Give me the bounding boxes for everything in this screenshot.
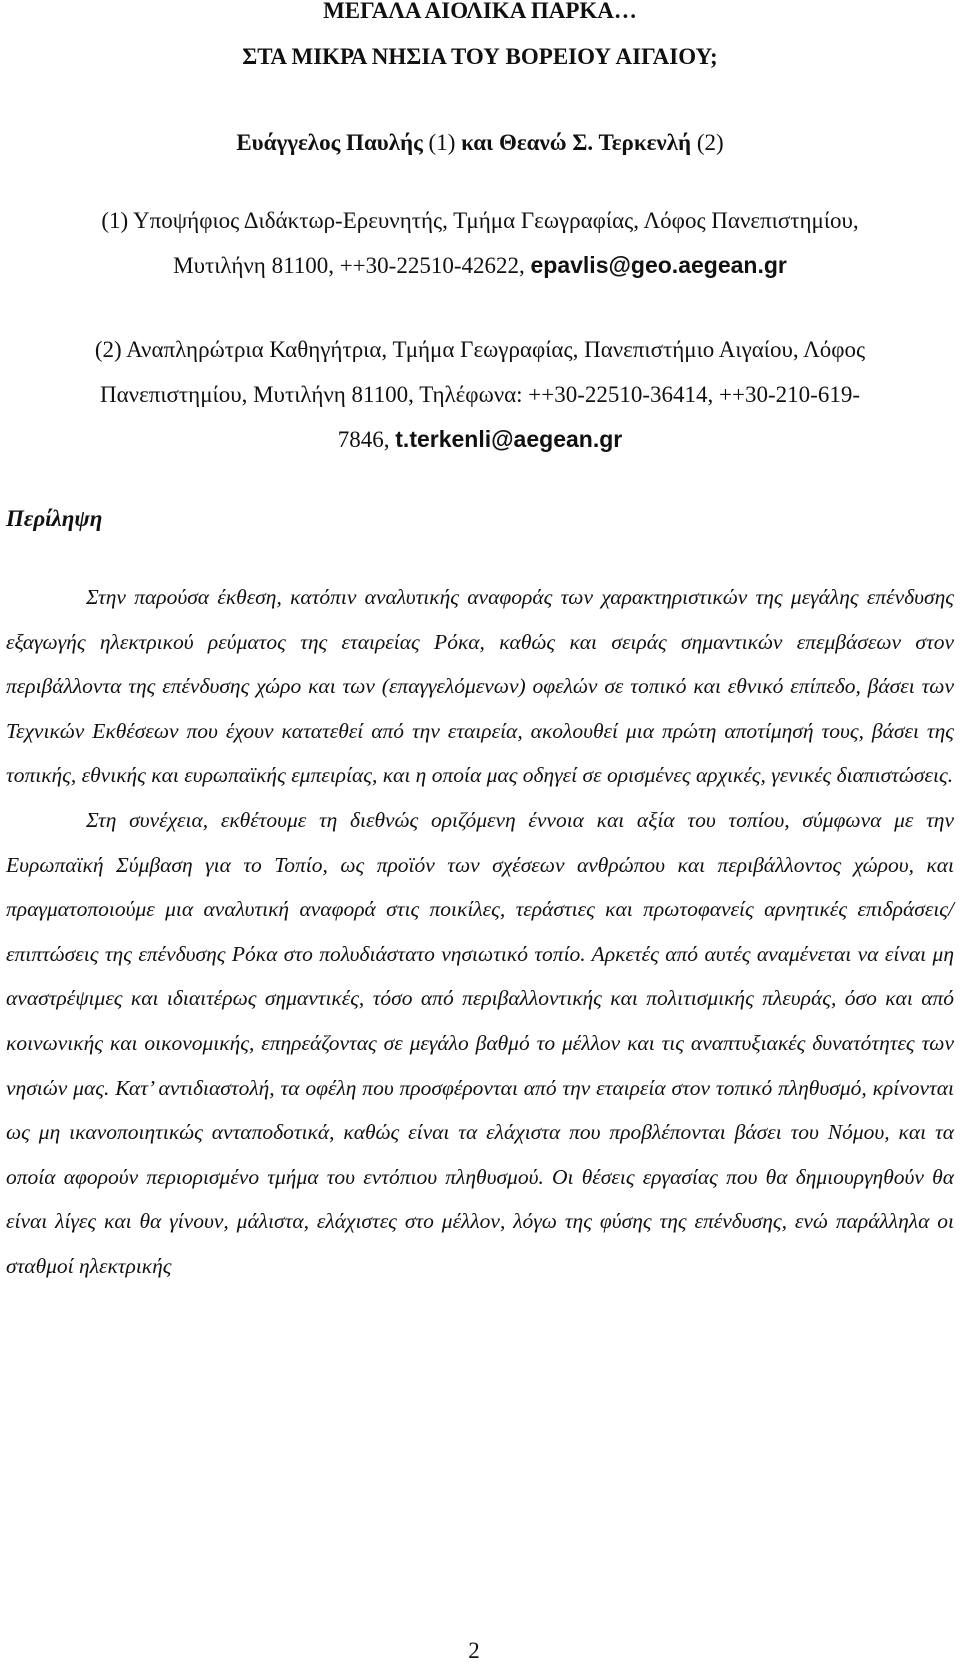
author-list <box>6 126 954 160</box>
affiliation-2 <box>6 327 954 462</box>
author-1-mark: (1) <box>422 130 462 155</box>
abstract-paragraph-1: Στην παρούσα έκθεση, κατόπιν αναλυτικής αναφοράς των χαρακτηριστικών της μεγάλης επένδυσης εξαγωγής ηλεκτρικού ρεύματος της εταιρείας Ρόκα, καθώς και σειράς σημαντικών επεμβάσεων στον περιβάλλοντα της επένδυσης χώρο και των (επαγγελόμενων) οφελών σε τοπικό και εθνικό επίπεδο, βάσει των Τεχνικών Εκθέσεων που έχουν κατατεθεί από την εταιρεία, ακολουθεί μια πρώτη αποτίμησή τους, βάσει της τοπικής, εθνικής και ευρωπαϊκής εμπειρίας, και η οποία μας οδηγεί σε ορισμένες αρχικές, γενικές διαπιστώσεις. <box>6 585 954 788</box>
affiliation-1-line-1: (1) Υποψήφιος Διδάκτωρ-Ερευνητής, Τμήμα Γεωγραφίας, Λόφος Πανεπιστημίου, <box>101 208 859 233</box>
affiliation-1-email-link[interactable]: epavlis@geo.aegean.gr <box>530 252 787 278</box>
affiliation-2-email-link[interactable]: t.terkenli@aegean.gr <box>395 426 623 452</box>
document-page <box>6 0 954 1289</box>
affiliation-1-line-2 <box>6 243 954 288</box>
affiliation-1 <box>6 198 954 288</box>
affiliation-2-line-1: (2) Αναπληρώτρια Καθηγήτρια, Τμήμα Γεωγραφίας, Πανεπιστήμιο Αιγαίου, Λόφος <box>94 337 866 362</box>
abstract-heading: Περίληψη <box>6 506 103 531</box>
paper-title-line-1: ΜΕΓΑΛΑ ΑΙΟΛΙΚΑ ΠΑΡΚΑ… <box>323 0 637 23</box>
abstract-body <box>6 575 954 1289</box>
page-number: 2 <box>468 1638 480 1663</box>
author-1-name: Ευάγγελος Παυλής <box>236 130 423 155</box>
affiliation-1-contact: Μυτιλήνη 81100, ++30-22510-42622, <box>173 253 531 278</box>
author-2-name: Θεανώ Σ. Τερκενλή <box>493 130 692 155</box>
affiliation-2-phone-tail: 7846, <box>337 427 396 452</box>
affiliation-2-line-3 <box>6 417 954 462</box>
author-2-mark: (2) <box>691 130 724 155</box>
abstract-paragraph-2: Στη συνέχεια, εκθέτουμε τη διεθνώς οριζόμενη έννοια και αξία του τοπίου, σύμφωνα με την Ευρωπαϊκή Σύμβαση για το Τοπίο, ως προϊόν των σχέσεων ανθρώπου και περιβάλλοντος χώρου, και πραγματοποιούμε μια αναλυτική αναφορά στις ποικίλες, τεράστιες και πρωτοφανείς αρνητικές επιδράσεις/ επιπτώσεις της επένδυσης Ρόκα στο πολυδιάστατο νησιωτικό τοπίο. Αρκετές από αυτές αναμένεται να είναι μη αναστρέψιμες και ιδιαιτέρως σημαντικές, τόσο από περιβαλλοντικής και πολιτισμικής πλευράς, όσο και από κοινωνικής και οικονομικής, επηρεάζοντας σε μεγάλο βαθμό το μέλλον και τις αναπτυξιακές δυνατότητες των νησιών μας. Κατ’ αντιδιαστολή, τα οφέλη που προσφέρονται από την εταιρεία στον τοπικό πληθυσμό, κρίνονται ως μη ικανοποιητικώς ανταποδοτικά, καθώς είναι τα ελάχιστα που προβλέπονται βάσει του Νόμου, και τα οποία αφορούν περιορισμένο τμήμα του εντόπιου πληθυσμού. Οι θέσεις εργασίας που θα δημιουργηθούν θα είναι λίγες και θα γίνουν, μάλιστα, ελάχιστες στο μέλλον, λόγω της φύσης της επένδυσης, ενώ παράλληλα οι σταθμοί ηλεκτρικής <box>6 807 954 1278</box>
author-conjunction: και <box>461 130 494 155</box>
paper-title-line-2: ΣΤΑ ΜΙΚΡΑ ΝΗΣΙΑ ΤΟΥ ΒΟΡΕΙΟΥ ΑΙΓΑΙΟΥ; <box>242 44 718 69</box>
affiliation-2-line-2: Πανεπιστημίου, Μυτιλήνη 81100, Τηλέφωνα: ++30-22510-36414, ++30-210-619- <box>100 382 860 407</box>
